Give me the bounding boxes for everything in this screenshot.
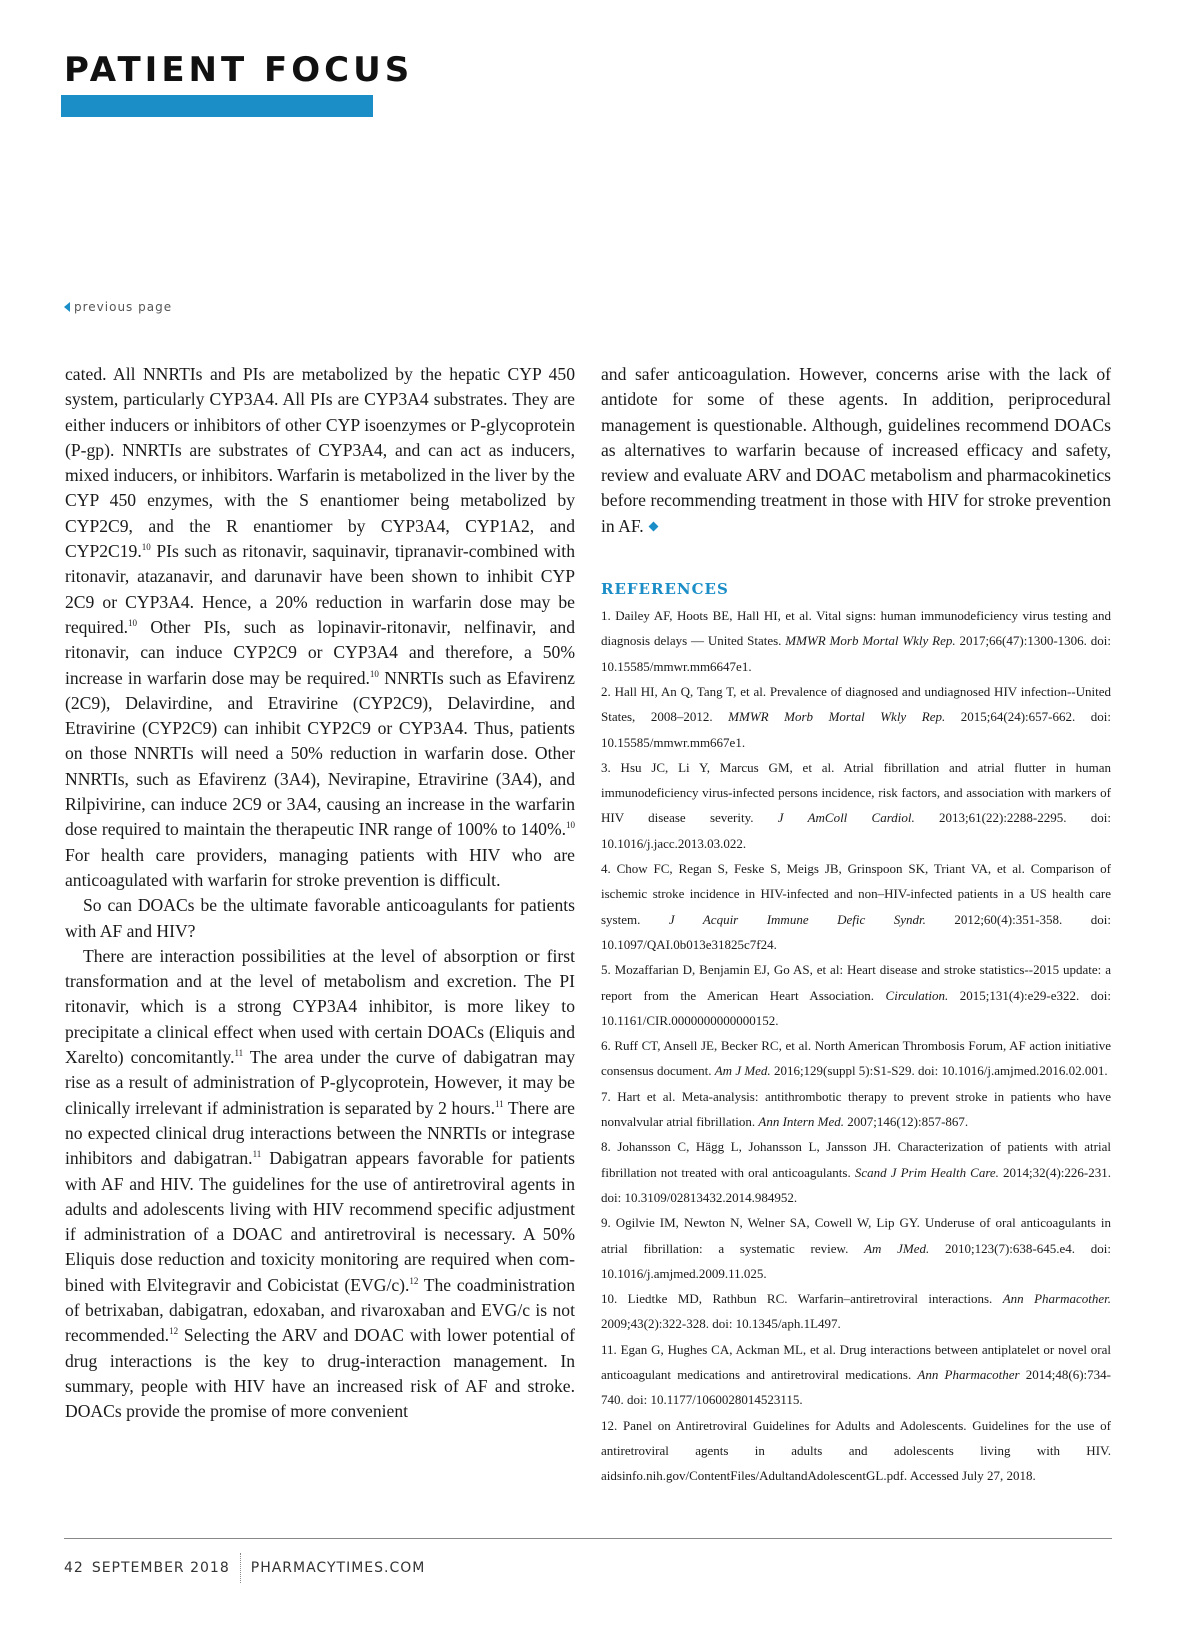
reference-journal: MMWR Morb Mortal Wkly Rep. — [785, 633, 956, 649]
page-number: 42 — [64, 1560, 84, 1576]
citation-sup: 11 — [494, 1098, 504, 1109]
text-run: There are interaction possibilities at the level of absorption or first transformation and at the level of metabolism and excretion. The PI ritonavir, which is a strong CYP3A4 inhibitor, is more likey to precipitate a clinical effect when used with certain DOACs (Eliquis and Xarelto) concomitantly. — [65, 945, 575, 1068]
footer-divider — [64, 1538, 1112, 1539]
text-run: Dabigatran appears favorable for patients with AF and HIV. The guidelines for the use of antiretroviral agents in adults and adolescents living with HIV recommend specific adjustment if administration of a DOAC and antiretroviral is necessary. A 50% Eliquis dose reduction and toxicity monitoring are required when combined with Elvitegravir and Cobicistat (EVG/c). — [65, 1148, 575, 1295]
reference-text: 9. Ogilvie IM, Newton N, Welner SA, Cowell W, Lip GY. Underuse of oral anticoagulants in atrial fibrillation: a systematic review. — [601, 1215, 1111, 1256]
reference-text: 6. Ruff CT, Ansell JE, Becker RC, et al. North American Thrombosis Forum, AF action initiative consensus document. — [601, 1038, 1111, 1079]
reference-item — [601, 1033, 1111, 1084]
reference-text: 2. Hall HI, An Q, Tang T, et al. Prevalence of diagnosed and undiagnosed HIV infection--United States, 2008–2012. — [601, 683, 1111, 725]
text-run: For health care providers, managing patients with HIV who are anticoagulated with warfarin for stroke prevention is difficult. — [65, 844, 575, 890]
text-run: NNRTIs such as Efavirenz (2C9), Delavirdine, and Etravirine (CYP2C9), Delavirdine, and Etravirine (CYP2C9) can inhibit CYP2C9 or CYP3A4. Thus, patients on those NNRTIs will need a 50% reduction in warfarin dose. Other NNRTIs, such as Efavirenz (3A4), Nevirapine, Etravirine (3A4), and Rilpivirine, can induce 2C9 or 3A4, causing an increase in the warfarin dose required to maintain the therapeutic INR range of 100% to 140%. — [65, 667, 575, 840]
paragraph-3 — [65, 944, 575, 1425]
reference-item — [601, 755, 1111, 856]
reference-text: 2012;60(4):351-358. doi: 10.1097/QAI.0b013e31825c7f24. — [601, 911, 1111, 952]
reference-item — [601, 1337, 1111, 1413]
reference-text: 2007;146(12):857-867. — [843, 1114, 969, 1130]
citation-sup: 12 — [169, 1326, 179, 1337]
citation-sup: 10 — [369, 668, 379, 679]
reference-item — [601, 856, 1111, 957]
reference-text: 10. Liedtke MD, Rathbun RC. Warfarin–antiretroviral interactions. — [601, 1291, 1003, 1307]
chevron-left-icon — [64, 302, 70, 312]
reference-journal: J AmColl Cardiol. — [777, 810, 915, 826]
reference-journal: Circulation. — [885, 987, 949, 1003]
reference-text: 12. Panel on Antiretroviral Guidelines for Adults and Adolescents. Guidelines for the use of antiretroviral agents in adults and adolescents living with HIV. aidsinfo.nih.gov/ContentFiles/AdultandAdolescentGL.pdf. Accessed July 27, 2018. — [601, 1417, 1111, 1484]
reference-journal: Ann Pharmacother — [917, 1366, 1020, 1382]
footer-separator — [240, 1553, 241, 1583]
left-column — [65, 362, 575, 1424]
reference-text: 2015;64(24):657-662. doi: 10.15585/mmwr.mm667e1. — [601, 709, 1111, 750]
reference-journal: MMWR Morb Mortal Wkly Rep. — [728, 709, 946, 725]
paragraph-continued — [601, 362, 1111, 539]
text-run: Other PIs, such as lopinavir-ritonavir, nelfinavir, and ritonavir, can induce CYP2C9 or CYP3A4 and therefore, a 50% increase in warfarin dose may be required. — [65, 616, 575, 688]
reference-text: 2015;131(4):e29-e322. doi: 10.1161/CIR.0000000000000152. — [601, 987, 1111, 1028]
reference-text: 2016;129(suppl 5):S1-S29. doi: 10.1016/j.amjmed.2016.02.001. — [770, 1063, 1108, 1079]
citation-sup: 11 — [234, 1048, 244, 1059]
previous-page-label: previous page — [74, 300, 173, 314]
references-heading: REFERENCES — [601, 580, 729, 599]
reference-text: 2014;32(4):226-231. doi: 10.3109/02813432.2014.984952. — [601, 1164, 1111, 1205]
section-title: PATIENT FOCUS — [64, 50, 414, 90]
reference-item — [601, 1084, 1111, 1135]
reference-journal: Am JMed. — [864, 1240, 930, 1256]
citation-sup: 11 — [252, 1149, 262, 1160]
reference-item — [601, 1413, 1111, 1489]
right-column — [601, 362, 1111, 1488]
reference-text: 2010;123(7):638-645.e4. doi: 10.1016/j.amjmed.2009.11.025. — [601, 1240, 1111, 1281]
reference-text: 3. Hsu JC, Li Y, Marcus GM, et al. Atrial fibrillation and atrial flutter in human immunodeficiency virus-infected persons incidence, risk factors, and association with markers of HIV disease severity. — [601, 759, 1111, 826]
reference-journal: Scand J Prim Health Care. — [854, 1164, 999, 1180]
citation-sup: 10 — [141, 542, 151, 553]
reference-text: 11. Egan G, Hughes CA, Ackman ML, et al. Drug interactions between antiplatelet or novel oral anticoagulant medications and antiretroviral medications. — [601, 1341, 1111, 1382]
reference-item — [601, 603, 1111, 679]
reference-item — [601, 1286, 1111, 1337]
references-list — [601, 603, 1111, 1488]
reference-text: 1. Dailey AF, Hoots BE, Hall HI, et al. Vital signs: human immunodeficiency virus testing and diagnosis delays — United States. — [601, 608, 1111, 649]
reference-text: 2009;43(2):322-328. doi: 10.1345/aph.1L497. — [601, 1316, 841, 1332]
reference-text: 2017;66(47):1300-1306. doi: 10.15585/mmwr.mm6647e1. — [601, 633, 1111, 674]
section-accent-bar — [61, 95, 373, 117]
reference-text: 7. Hart et al. Meta-analysis: antithrombotic therapy to prevent stroke in patients who have nonvalvular atrial fibrillation. — [601, 1088, 1111, 1130]
reference-text: 2014;48(6):734-740. doi: 10.1177/1060028014523115. — [601, 1366, 1111, 1408]
reference-item — [601, 1210, 1111, 1286]
reference-journal: Ann Pharmacother. — [1002, 1291, 1111, 1307]
reference-journal: Am J Med. — [714, 1063, 771, 1079]
paragraph-1 — [65, 362, 575, 893]
reference-text: 8. Johansson C, Hägg L, Johansson L, Jansson JH. Characterization of patients with atrial fibrillation not treated with oral anticoagulants. — [601, 1139, 1111, 1180]
text-run: PIs such as ritonavir, saquinavir, tipranavir-combined with ritonavir, atazanavir, and darunavir have been shown to inhibit CYP 2C9 or CYP3A4. Hence, a 20% reduction in warfarin dose may be required. — [65, 541, 575, 637]
text-run: The coadministration of betrixaban, dabigatran, edoxaban, and rivaroxaban and EVG/c is not recommended. — [65, 1274, 575, 1346]
end-of-article-icon — [648, 521, 658, 531]
text-run: and safer anticoagulation. However, concerns arise with the lack of antidote for some of these agents. In addition, periprocedural management is questionable. Although, guidelines recommend DOACs as alternatives to warfarin because of increased efficacy and safety, review and evaluate ARV and DOAC metabolism and pharmacokinetics before recommending treatment in those with HIV for stroke prevention in AF. — [601, 364, 1111, 536]
reference-item — [601, 679, 1111, 755]
reference-journal: J Acquir Immune Defic Syndr. — [668, 911, 926, 927]
reference-text: 4. Chow FC, Regan S, Feske S, Meigs JB, Grinspoon SK, Triant VA, et al. Comparison of ischemic stroke incidence in HIV-infected and non–HIV-infected patients in a US health care system. — [601, 861, 1111, 927]
citation-sup: 10 — [566, 820, 575, 831]
reference-item — [601, 957, 1111, 1033]
reference-text: 2013;61(22):2288-2295. doi: 10.1016/j.jacc.2013.03.022. — [601, 810, 1111, 851]
reference-text: 5. Mozaffarian D, Benjamin EJ, Go AS, et al: Heart disease and stroke statistics--2015 update: a report from the American Heart Association. — [601, 962, 1111, 1003]
text-run: cated. All NNRTIs and PIs are metabolized by the hepatic CYP 450 system, particularly CYP3A4. All PIs are CYP3A4 substrates. They are either inducers or inhibitors of other CYP isoenzymes or P-glycoprotein (P-gp). NNRTIs are substrates of CYP3A4, and can act as inducers, mixed inducers, or inhibitors. Warfarin is metabolized in the liver by the CYP 450 enzymes, with the S enantiomer being metabolized by CYP2C9, and the R enantiomer by CYP3A4, CYP1A2, and CYP2C19. — [65, 364, 575, 562]
reference-journal: Ann Intern Med. — [758, 1114, 844, 1130]
paragraph-2: So can DOACs be the ultimate favorable anticoagulants for patients with AF and HIV? — [65, 895, 575, 941]
reference-item — [601, 1134, 1111, 1210]
citation-sup: 10 — [128, 618, 138, 629]
issue-date: SEPTEMBER 2018 — [91, 1560, 230, 1576]
website-link[interactable]: PHARMACYTIMES.COM — [250, 1560, 426, 1576]
text-run: There are no expected clinical drug interactions between the NNRTIs or integrase inhibitors and dabigatran. — [65, 1097, 575, 1169]
footer — [64, 1550, 425, 1586]
citation-sup: 12 — [409, 1275, 419, 1286]
text-run: The area under the curve of dabigatran may rise as a result of administration of P-glycoprotein, However, it may be clinically irrelevant if administration is separated by 2 hours. — [65, 1047, 575, 1118]
text-run: Selecting the ARV and DOAC with lower potential of drug interactions is the key to drug-interaction management. In summary, people with HIV have an increased risk of AF and stroke. DOACs provide the promise of more convenient — [65, 1325, 575, 1422]
previous-page-link[interactable] — [64, 300, 172, 314]
